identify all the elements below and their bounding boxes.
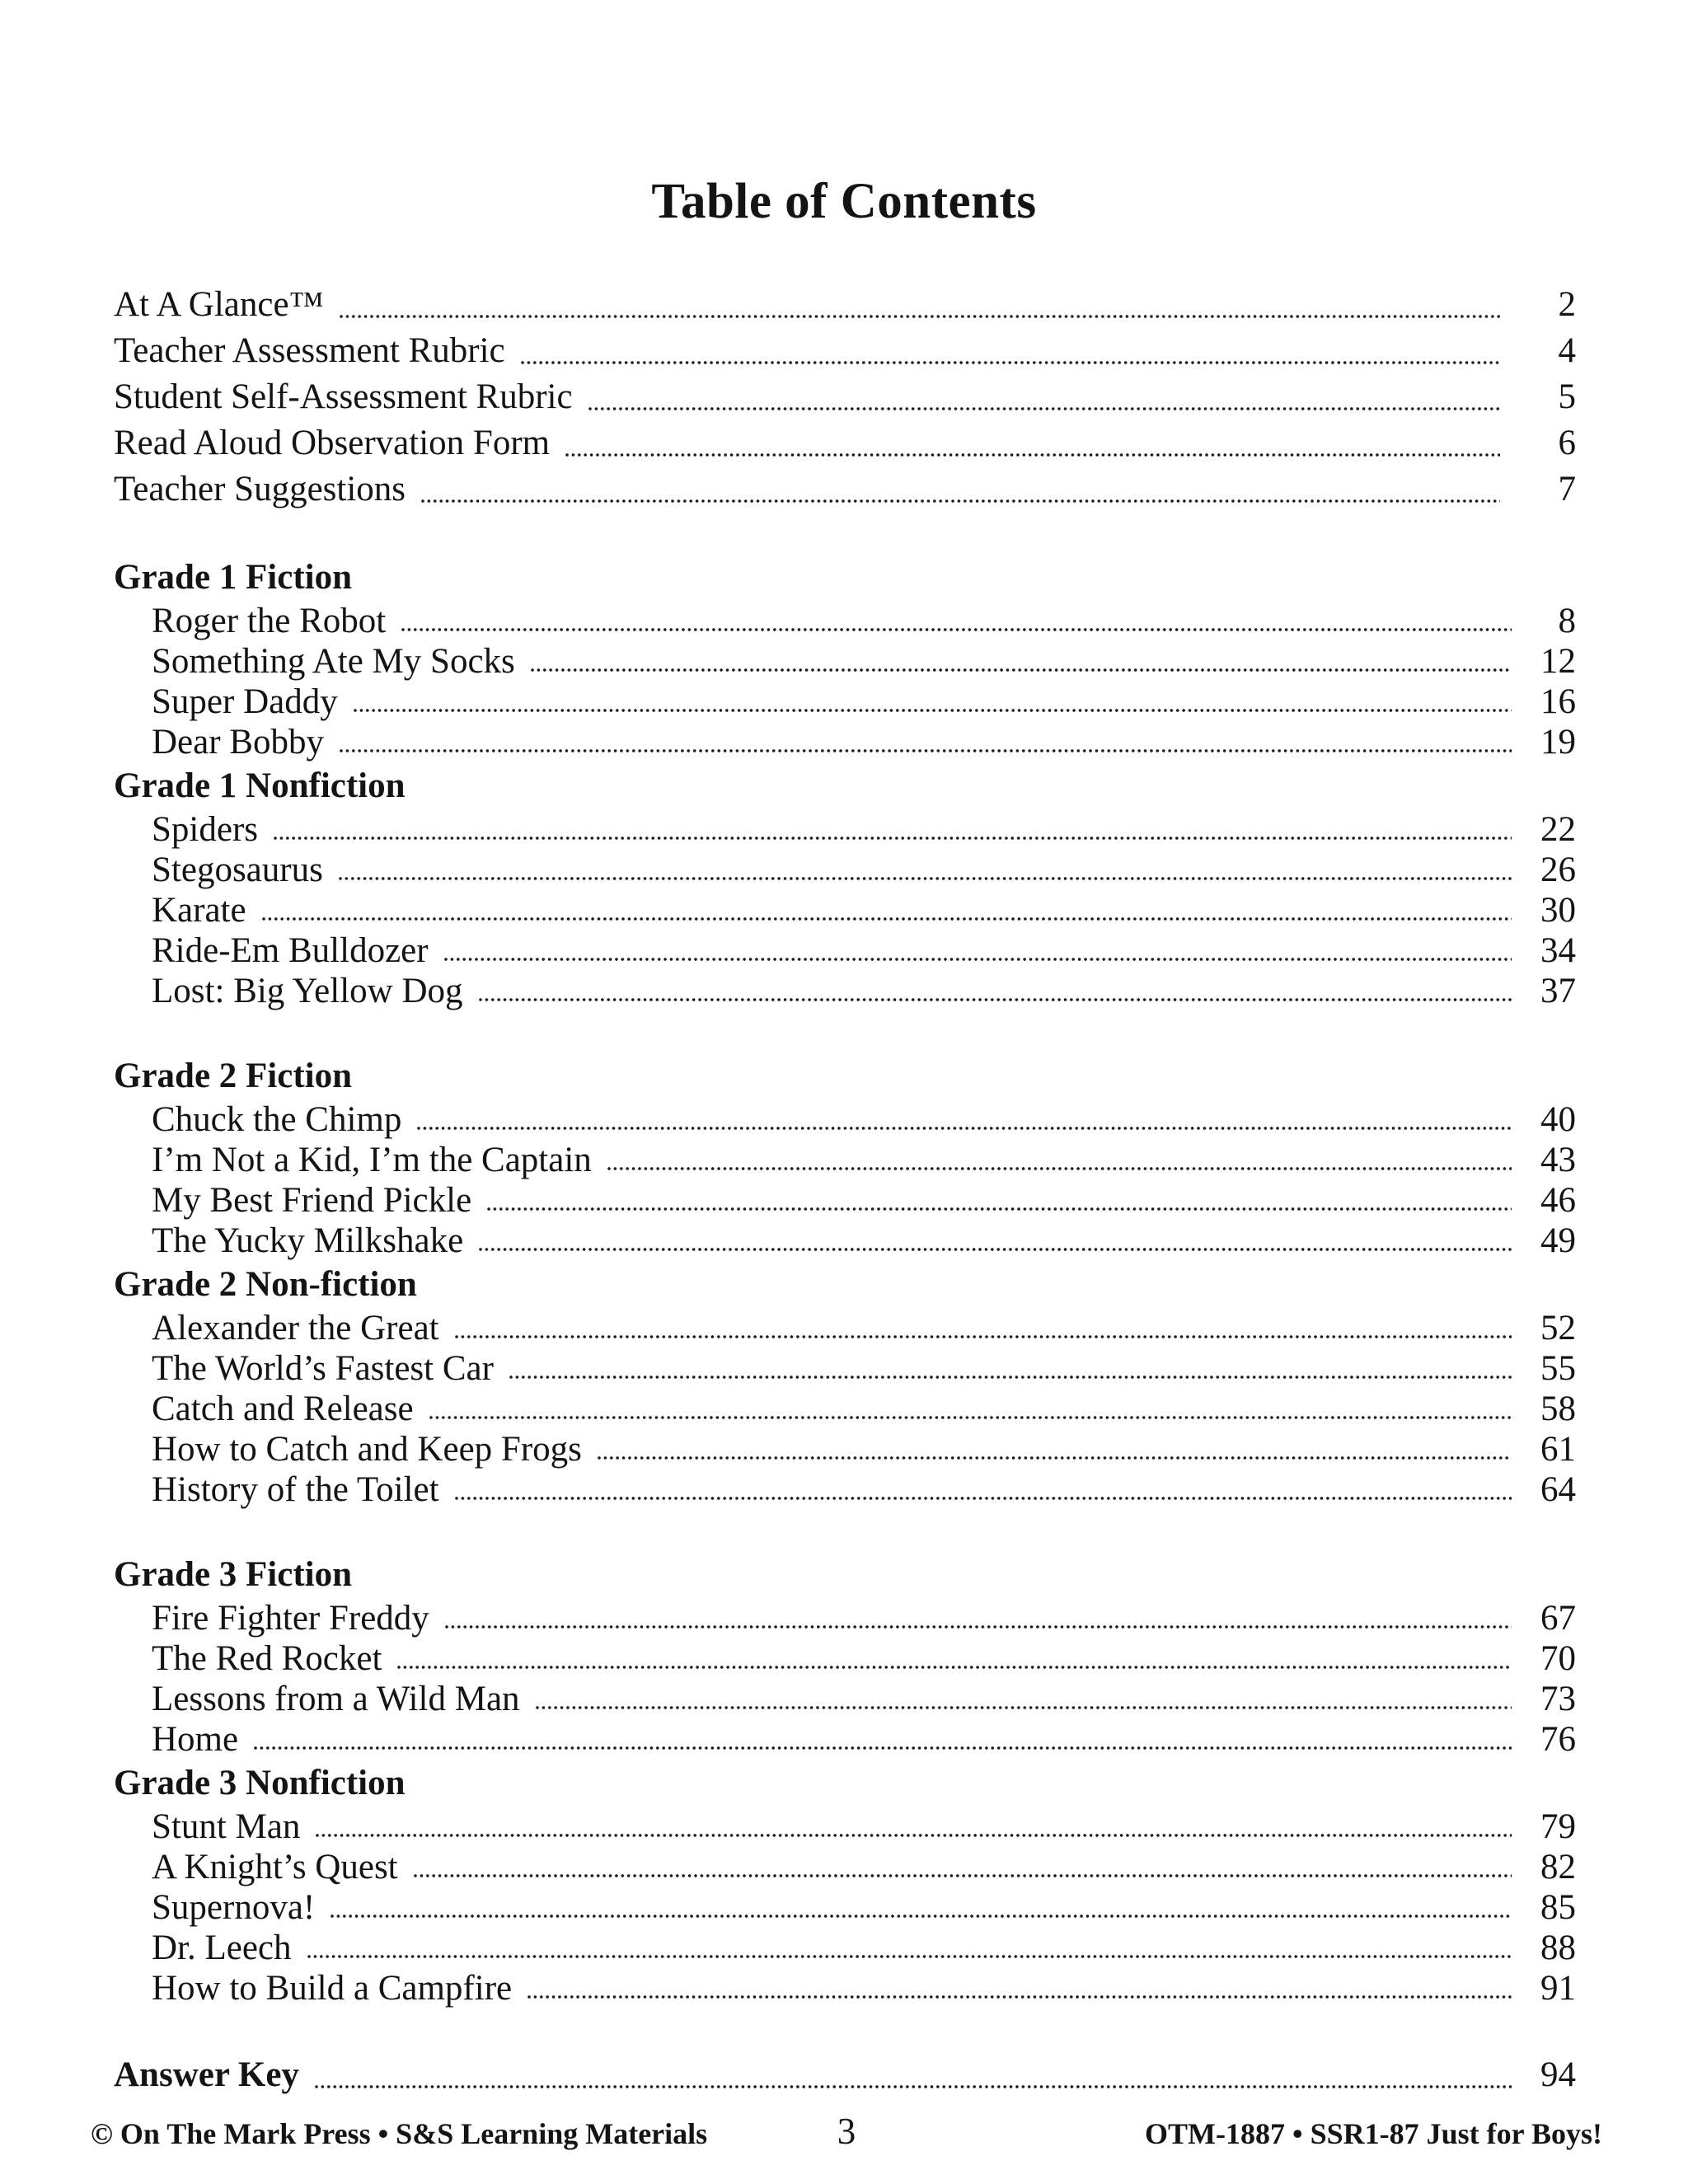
toc-entry xyxy=(114,1348,1576,1389)
toc-entry-title: Something Ate My Socks xyxy=(152,642,515,681)
toc-section-heading xyxy=(114,554,1576,601)
toc-entry-title: At A Glance™ xyxy=(114,285,324,324)
dot-leader xyxy=(486,1180,1512,1221)
toc-section-heading-text: Grade 1 Fiction xyxy=(114,558,353,597)
toc-entry-title: Dear Bobby xyxy=(152,723,324,762)
dot-leader xyxy=(396,1638,1512,1679)
toc-entry xyxy=(114,282,1576,328)
toc-entry xyxy=(114,682,1576,722)
toc-entry-page-number: 19 xyxy=(1540,723,1576,762)
page-title: Table of Contents xyxy=(651,174,1037,229)
toc-entry xyxy=(114,930,1576,971)
toc-entry-page-number: 64 xyxy=(1540,1470,1576,1509)
toc-section-heading-text: Grade 2 Fiction xyxy=(114,1057,353,1095)
toc-answer-key xyxy=(114,2051,1576,2098)
dot-leader xyxy=(443,930,1512,971)
dot-leader xyxy=(478,1221,1512,1261)
toc-entry-page-number: 26 xyxy=(1540,851,1576,889)
toc-entry xyxy=(114,1638,1576,1679)
toc-section-heading-text: Grade 3 Fiction xyxy=(114,1555,353,1594)
toc-entry xyxy=(114,1469,1576,1510)
toc-entry-title: Supernova! xyxy=(152,1888,316,1927)
toc-entry-page-number: 12 xyxy=(1540,642,1576,681)
footer-copyright: © On The Mark Press • S&S Learning Materials xyxy=(91,2117,708,2150)
toc-entry-page-number: 22 xyxy=(1540,810,1576,849)
toc-entry-page-number: 73 xyxy=(1540,1680,1576,1718)
dot-leader xyxy=(454,1308,1512,1348)
toc-entry-page-number: 37 xyxy=(1540,972,1576,1010)
dot-leader xyxy=(261,890,1512,930)
toc-entry-page-number: 16 xyxy=(1540,682,1576,721)
toc-entry xyxy=(114,1598,1576,1638)
front-matter-list xyxy=(114,282,1576,513)
toc-entry-title: Catch and Release xyxy=(152,1390,414,1428)
toc-entry-page-number: 4 xyxy=(1558,331,1576,370)
toc-entry xyxy=(114,1928,1576,1968)
toc-entry-page-number: 8 xyxy=(1558,602,1576,640)
toc-entry-title: Chuck the Chimp xyxy=(152,1100,402,1139)
toc-entry-title: Lost: Big Yellow Dog xyxy=(152,972,463,1010)
toc-entry xyxy=(114,1719,1576,1760)
page-footer xyxy=(91,2110,1602,2153)
toc-entry-title: Teacher Suggestions xyxy=(114,470,406,509)
toc-entry-page-number: 49 xyxy=(1540,1221,1576,1260)
toc-entry-page-number: 5 xyxy=(1558,377,1576,416)
dot-leader xyxy=(597,1429,1512,1469)
grade-group xyxy=(114,554,1576,1011)
toc-entry-page-number: 88 xyxy=(1540,1929,1576,1967)
toc-entry-title: The Yucky Milkshake xyxy=(152,1221,464,1260)
dot-leader xyxy=(339,282,1500,328)
dot-leader xyxy=(429,1389,1512,1429)
dot-leader xyxy=(509,1348,1512,1389)
dot-leader xyxy=(353,682,1512,722)
toc-entry-page-number: 67 xyxy=(1540,1599,1576,1638)
toc-entry-title: Alexander the Great xyxy=(152,1309,439,1347)
toc-entry xyxy=(114,328,1576,374)
toc-entry xyxy=(114,1887,1576,1928)
toc-entry xyxy=(114,971,1576,1011)
toc-entry xyxy=(114,850,1576,890)
toc-entry xyxy=(114,1308,1576,1348)
dot-leader xyxy=(401,601,1512,641)
dot-leader xyxy=(315,1807,1512,1847)
toc-entry-page-number: 30 xyxy=(1540,891,1576,930)
dot-leader xyxy=(420,466,1500,513)
dot-leader xyxy=(565,420,1500,466)
toc-entry-title: How to Build a Campfire xyxy=(152,1969,513,2008)
toc-entry-page-number: 85 xyxy=(1540,1888,1576,1927)
dot-leader xyxy=(530,641,1512,682)
toc-entry-title: My Best Friend Pickle xyxy=(152,1181,472,1220)
toc-section-heading xyxy=(114,1551,1576,1598)
toc-entry-title: I’m Not a Kid, I’m the Captain xyxy=(152,1141,592,1179)
toc-entry-page-number: 82 xyxy=(1540,1848,1576,1886)
grade-group xyxy=(114,1551,1576,2008)
toc-section-heading-text: Grade 1 Nonfiction xyxy=(114,766,406,805)
dot-leader xyxy=(527,1968,1512,2008)
toc-entry-page-number: 40 xyxy=(1540,1100,1576,1139)
toc-entry-title: How to Catch and Keep Frogs xyxy=(152,1430,582,1469)
toc-entry-title: Karate xyxy=(152,891,246,930)
toc-entry-page-number: 2 xyxy=(1558,285,1576,324)
toc-entry-title: Teacher Assessment Rubric xyxy=(114,331,505,370)
dot-leader xyxy=(273,809,1512,850)
toc-entry xyxy=(114,1679,1576,1719)
toc-entry xyxy=(114,809,1576,850)
toc-entry-title: Super Daddy xyxy=(152,682,338,721)
dot-leader xyxy=(607,1140,1512,1180)
toc-section-heading xyxy=(114,1760,1576,1807)
toc-entry xyxy=(114,1221,1576,1261)
toc-entry-page-number: 76 xyxy=(1540,1720,1576,1759)
toc-entry xyxy=(114,1847,1576,1887)
dot-leader xyxy=(444,1598,1512,1638)
toc-entry-title: Stunt Man xyxy=(152,1807,301,1846)
toc-entry-title: The Red Rocket xyxy=(152,1639,382,1678)
toc-entry xyxy=(114,1140,1576,1180)
dot-leader xyxy=(454,1469,1512,1510)
dot-leader xyxy=(339,722,1512,762)
dot-leader xyxy=(588,374,1500,420)
toc-section-heading xyxy=(114,762,1576,809)
toc-entry xyxy=(114,1099,1576,1140)
toc-entry xyxy=(114,890,1576,930)
toc-section-heading-text: Grade 2 Non-fiction xyxy=(114,1265,417,1304)
toc-entry-page-number: 34 xyxy=(1540,931,1576,970)
toc-entry-title: The World’s Fastest Car xyxy=(152,1349,494,1388)
toc-entry xyxy=(114,1389,1576,1429)
toc-entry-page-number: 46 xyxy=(1540,1181,1576,1220)
toc-entry-title: Lessons from a Wild Man xyxy=(152,1680,520,1718)
dot-leader xyxy=(307,1928,1512,1968)
toc-entry xyxy=(114,1968,1576,2008)
toc-entry xyxy=(114,374,1576,420)
grade-group xyxy=(114,1052,1576,1510)
toc-section-heading xyxy=(114,1261,1576,1308)
toc-entry-page-number: 61 xyxy=(1540,1430,1576,1469)
toc-entry-title: Ride-Em Bulldozer xyxy=(152,931,429,970)
toc-entry xyxy=(114,1429,1576,1469)
toc-entry xyxy=(114,1807,1576,1847)
toc-entry-page-number: 70 xyxy=(1540,1639,1576,1678)
toc-answer-key-title: Answer Key xyxy=(114,2055,299,2094)
dot-leader xyxy=(478,971,1512,1011)
toc-entry-title: Roger the Robot xyxy=(152,602,387,640)
dot-leader xyxy=(520,328,1500,374)
toc-entry-page-number: 55 xyxy=(1540,1349,1576,1388)
toc-entry-title: Dr. Leech xyxy=(152,1929,292,1967)
toc-entry-page-number: 79 xyxy=(1540,1807,1576,1846)
toc-section-heading xyxy=(114,1052,1576,1099)
toc-entry-page-number: 7 xyxy=(1558,470,1576,509)
toc-entry-title: Student Self-Assessment Rubric xyxy=(114,377,573,416)
toc-entry xyxy=(114,722,1576,762)
toc-entry-page-number: 52 xyxy=(1540,1309,1576,1347)
dot-leader xyxy=(535,1679,1512,1719)
dot-leader xyxy=(330,1887,1512,1928)
dot-leader xyxy=(338,850,1512,890)
toc-entry-title: Home xyxy=(152,1720,239,1759)
toc-answer-key-page-number: 94 xyxy=(1540,2055,1576,2094)
toc-entry-title: Fire Fighter Freddy xyxy=(152,1599,429,1638)
footer-product-code: OTM-1887 • SSR1-87 Just for Boys! xyxy=(1145,2117,1602,2150)
toc-entry-page-number: 6 xyxy=(1558,424,1576,462)
toc-entry-title: Stegosaurus xyxy=(152,851,323,889)
table-of-contents xyxy=(114,282,1576,2098)
toc-entry xyxy=(114,1180,1576,1221)
toc-entry xyxy=(114,641,1576,682)
toc-entry-page-number: 43 xyxy=(1540,1141,1576,1179)
toc-entry-page-number: 58 xyxy=(1540,1390,1576,1428)
toc-entry xyxy=(114,601,1576,641)
toc-entry-title: A Knight’s Quest xyxy=(152,1848,398,1886)
toc-entry-page-number: 91 xyxy=(1540,1969,1576,2008)
toc-entry-title: Read Aloud Observation Form xyxy=(114,424,551,462)
dot-leader xyxy=(416,1099,1512,1140)
dot-leader xyxy=(413,1847,1512,1887)
dot-leader xyxy=(253,1719,1512,1760)
toc-entry xyxy=(114,466,1576,513)
toc-entry-title: History of the Toilet xyxy=(152,1470,439,1509)
toc-entry xyxy=(114,420,1576,466)
dot-leader xyxy=(314,2051,1512,2098)
toc-section-heading-text: Grade 3 Nonfiction xyxy=(114,1764,406,1802)
footer-page-number: 3 xyxy=(837,2111,856,2152)
toc-entry-title: Spiders xyxy=(152,810,258,849)
